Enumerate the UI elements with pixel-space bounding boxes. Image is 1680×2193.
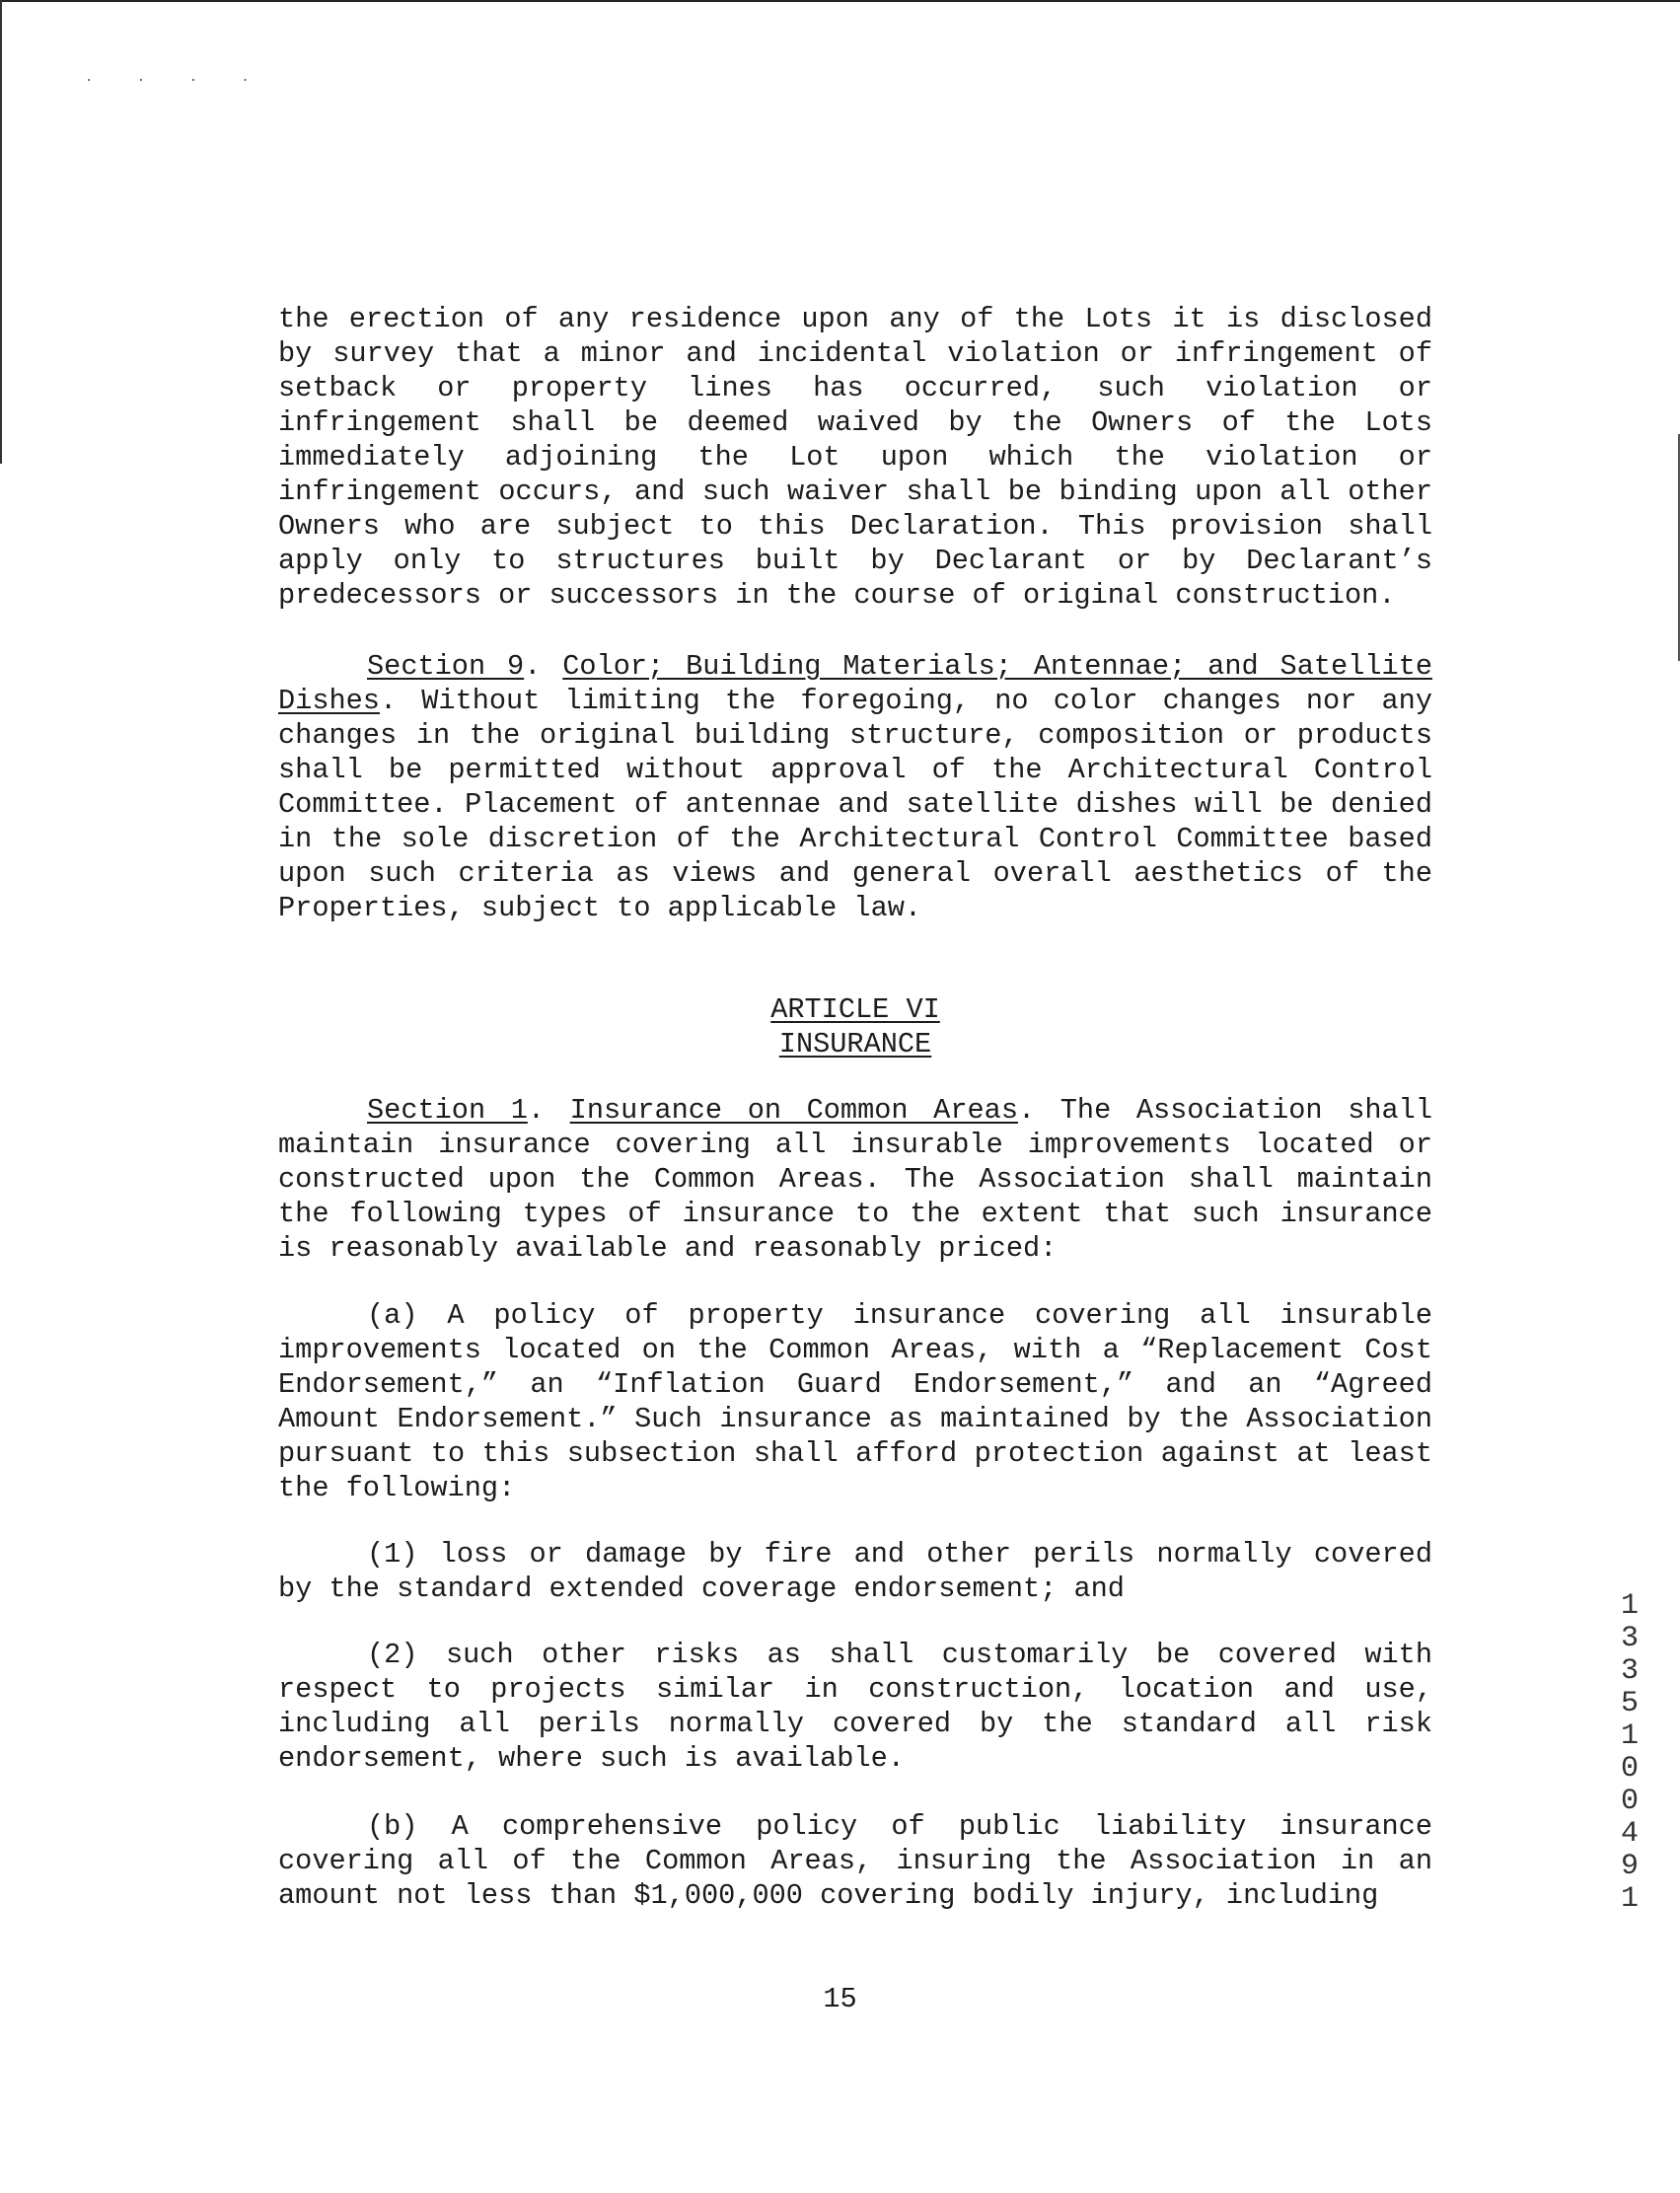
article-title: INSURANCE	[778, 1028, 932, 1060]
subsection-2	[278, 1638, 1432, 1776]
subsection-a	[278, 1298, 1432, 1505]
page-number: 15	[823, 1983, 857, 2015]
subsection-b	[278, 1809, 1432, 1913]
section-1-paragraph: Section 1. Insurance on Common Areas. The Association shall maintain insurance covering all insurable improvements located or constructed upon the Common Areas. The Association shall maintain the following types of insurance to the extent that such insurance is reasonably available and reasonably priced:	[278, 1094, 1432, 1265]
stamp-digit: 0	[1620, 1785, 1639, 1818]
recording-stamp	[1612, 1590, 1647, 1916]
section-number: Section 1	[367, 1094, 528, 1127]
article-number: ARTICLE VI	[770, 993, 940, 1026]
stamp-digit: 5	[1620, 1687, 1639, 1720]
section-title: Color; Building Materials; Antennae; and Satellite Dishes	[278, 650, 1432, 717]
section-9-paragraph: Section 9. Color; Building Materials; Antennae; and Satellite Dishes. Without limiting the foregoing, no color changes nor any changes in the original building structure, composition or products shall be permitted without approval of the Architectural Control Committee. Placement of antennae and satellite dishes will be denied in the sole discretion of the Architectural Control Committee based upon such criteria as views and general overall aesthetics of the Properties, subject to applicable law.	[278, 650, 1432, 924]
page-left-edge	[0, 0, 2, 464]
subsection-text: (2) such other risks as shall customarily be covered with respect to projects similar in construction, location and use, including all perils normally covered by the standard all risk endorsement, where such is available.	[278, 1639, 1432, 1775]
subsection-text: (b) A comprehensive policy of public liability insurance covering all of the Common Areas, insuring the Association in an amount not less than $1,000,000 covering bodily injury, including	[278, 1810, 1432, 1912]
scan-marks: · · · ·	[85, 73, 267, 89]
section-body: . Without limiting the foregoing, no color changes nor any changes in the original building structure, composition or products shall be permitted without approval of the Architectural Control Committee. Placement of antennae and satellite dishes will be denied in the sole discretion of the Architectural Control Committee based upon such criteria as views and general overall aesthetics of the Properties, subject to applicable law.	[278, 685, 1432, 924]
subsection-text: (a) A policy of property insurance covering all insurable improvements located on the Common Areas, with a “Replacement Cost Endorsement,” an “Inflation Guard Endorsement,” and an “Agreed Amount Endorsement.” Such insurance as maintained by the Association pursuant to this subsection shall afford protection against at least the following:	[278, 1299, 1432, 1504]
article-heading	[278, 992, 1432, 1061]
paragraph-text: the erection of any residence upon any of the Lots it is disclosed by survey that a minor and incidental violation or infringement of setback or property lines has occurred, such violation or infringement shall be deemed waived by the Owners of the Lots immediately adjoining the Lot upon which the violation or infringement occurs, and such waiver shall be binding upon all other Owners who are subject to this Declaration. This provision shall apply only to structures built by Declarant or by Declarant’s predecessors or successors in the course of original construction.	[278, 303, 1432, 612]
page-top-edge	[0, 0, 1680, 2]
stamp-digit: 0	[1620, 1752, 1639, 1786]
section-number: Section 9	[367, 650, 525, 683]
stamp-digit: 4	[1620, 1817, 1639, 1851]
subsection-text: (1) loss or damage by fire and other perils normally covered by the standard extended coverage endorsement; and	[278, 1538, 1432, 1605]
stamp-digit: 1	[1620, 1719, 1639, 1753]
stamp-digit: 1	[1620, 1589, 1639, 1623]
section-body: . The Association shall maintain insurance covering all insurable improvements located or constructed upon the Common Areas. The Association shall maintain the following types of insurance to the extent that such insurance is reasonably available and reasonably priced:	[278, 1094, 1432, 1265]
stamp-digit: 3	[1620, 1654, 1639, 1688]
stamp-digit: 3	[1620, 1622, 1639, 1655]
paragraph-continuation	[278, 302, 1432, 613]
stamp-digit: 1	[1620, 1882, 1639, 1916]
stamp-digit: 9	[1620, 1850, 1639, 1883]
subsection-1	[278, 1537, 1432, 1606]
section-title: Insurance on Common Areas	[569, 1094, 1018, 1127]
